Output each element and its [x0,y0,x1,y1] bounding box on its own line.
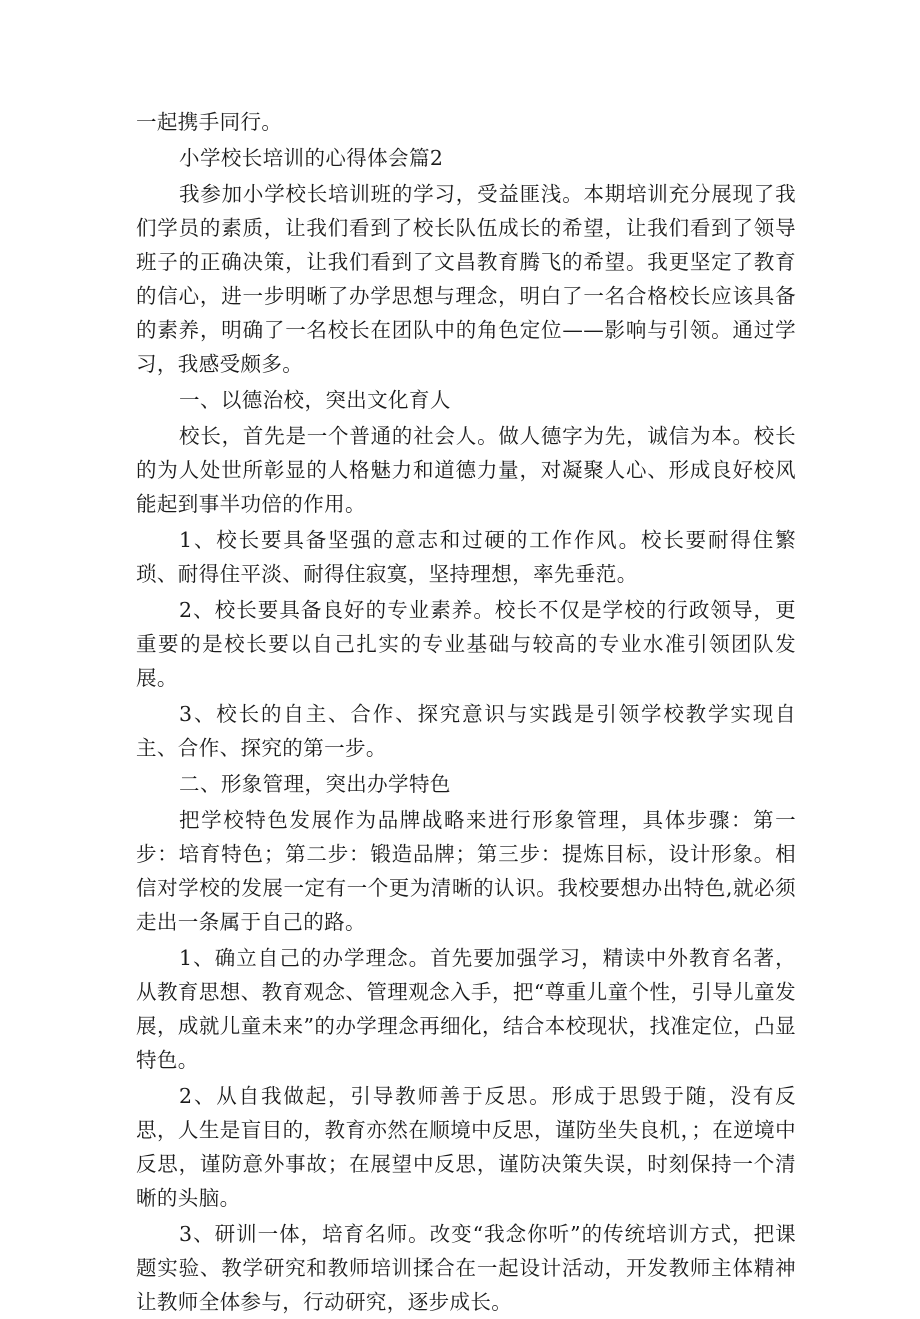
list-item: 2、校长要具备良好的专业素养。校长不仅是学校的行政领导，更重要的是校长要以自己扎实的专业基础与较高的专业水准引领团队发展。 [136,598,796,690]
list-item: 2、从自我做起，引导教师善于反思。形成于思毁于随，没有反思，人生是盲目的，教育亦然在顺境中反思，谨防坐失良机，；在逆境中反思，谨防意外事故；在展望中反思，谨防决策失误，时刻保持一个清晰的头脑。 [136,1084,796,1210]
list-item: 1、校长要具备坚强的意志和过硬的工作作风。校长要耐得住繁琐、耐得住平淡、耐得住寂寞，坚持理想，率先垂范。 [136,528,796,586]
section-title: 小学校长培训的心得体会篇2 [179,146,444,170]
list-item: 3、校长的自主、合作、探究意识与实践是引领学校教学实现自主、合作、探究的第一步。 [136,702,796,760]
document-body [136,105,796,1319]
paragraph: 校长，首先是一个普通的社会人。做人德字为先，诚信为本。校长的为人处世所彰显的人格魅力和道德力量，对凝聚人心、形成良好校风能起到事半功倍的作用。 [136,424,796,516]
paragraph-continuation: 一起携手同行。 [136,110,283,134]
list-item: 1、确立自己的办学理念。首先要加强学习，精读中外教育名著，从教育思想、教育观念、管理观念入手，把“尊重儿童个性，引导儿童发展，成就儿童未来”的办学理念再细化，结合本校现状，找准定位，凸显特色。 [136,946,796,1072]
paragraph: 把学校特色发展作为品牌战略来进行形象管理，具体步骤：第一步：培育特色；第二步：锻造品牌；第三步：提炼目标，设计形象。相信对学校的发展一定有一个更为清晰的认识。我校要想办出特色,就必须走出一条属于自己的路。 [136,808,796,934]
paragraph-intro: 我参加小学校长培训班的学习，受益匪浅。本期培训充分展现了我们学员的素质，让我们看到了校长队伍成长的希望，让我们看到了领导班子的正确决策，让我们看到了文昌教育腾飞的希望。我更坚定了教育的信心，进一步明晰了办学思想与理念，明白了一名合格校长应该具备的素养，明确了一名校长在团队中的角色定位——影响与引领。通过学习，我感受颇多。 [136,182,796,376]
list-item: 3、研训一体，培育名师。改变“我念你听”的传统培训方式，把课题实验、教学研究和教师培训揉合在一起设计活动，开发教师主体精神让教师全体参与，行动研究，逐步成长。 [136,1222,796,1314]
heading-1: 一、以德治校，突出文化育人 [179,388,451,412]
heading-2: 二、形象管理，突出办学特色 [179,772,451,796]
